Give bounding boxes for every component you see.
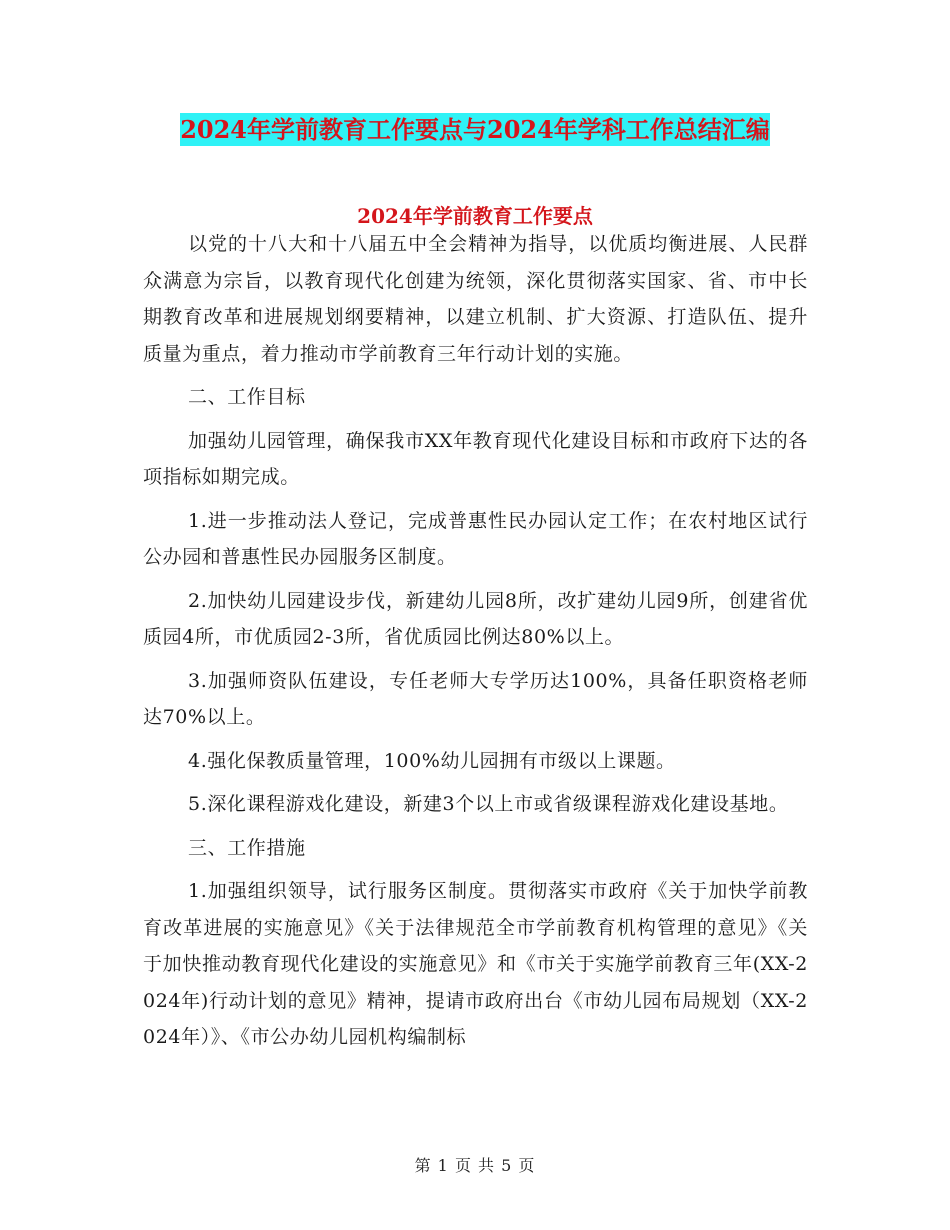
- list-item: 2.加快幼儿园建设步伐，新建幼儿园8所，改扩建幼儿园9所，创建省优质园4所，市优质园2-3所，省优质园比例达80%以上。: [143, 589, 808, 648]
- list-item: 5.深化课程游戏化建设，新建3个以上市或省级课程游戏化建设基地。: [188, 793, 789, 815]
- list-item: 4.强化保教质量管理，100%幼儿园拥有市级以上课题。: [188, 749, 676, 772]
- section-heading: 三、工作措施: [188, 836, 306, 859]
- document-body: [143, 226, 808, 1063]
- list-item: 1.加强组织领导，试行服务区制度。贯彻落实市政府《关于加快学前教育改革进展的实施意见》《关于法律规范全市学前教育机构管理的意见》《关于加快推动教育现代化建设的实施意见》和《市关于实施学前教育三年(XX-2024年)行动计划的意见》精神，提请市政府出台《市幼儿园布局规划（XX-2024年）》、《市公办幼儿园机构编制标: [143, 880, 808, 1048]
- page-footer: 第 1 页 共 5 页: [414, 1156, 536, 1175]
- paragraph: 加强幼儿园管理，确保我市XX年教育现代化建设目标和市政府下达的各项指标如期完成。: [143, 429, 808, 488]
- list-item: 3.加强师资队伍建设，专任老师大专学历达100%，具备任职资格老师达70%以上。: [143, 669, 808, 728]
- paragraph: 以党的十八大和十八届五中全会精神为指导，以优质均衡进展、人民群众满意为宗旨，以教育现代化创建为统领，深化贯彻落实国家、省、市中长期教育改革和进展规划纲要精神，以建立机制、扩大资源、打造队伍、提升质量为重点，着力推动市学前教育三年行动计划的实施。: [143, 233, 808, 365]
- list-item: 1.进一步推动法人登记，完成普惠性民办园认定工作；在农村地区试行公办园和普惠性民办园服务区制度。: [143, 509, 808, 568]
- section-title: 2024年学前教育工作要点: [357, 204, 593, 228]
- section-heading: 二、工作目标: [188, 386, 306, 408]
- document-title-text: 2024年学前教育工作要点与2024年学科工作总结汇编: [180, 115, 770, 144]
- document-title: [0, 112, 950, 148]
